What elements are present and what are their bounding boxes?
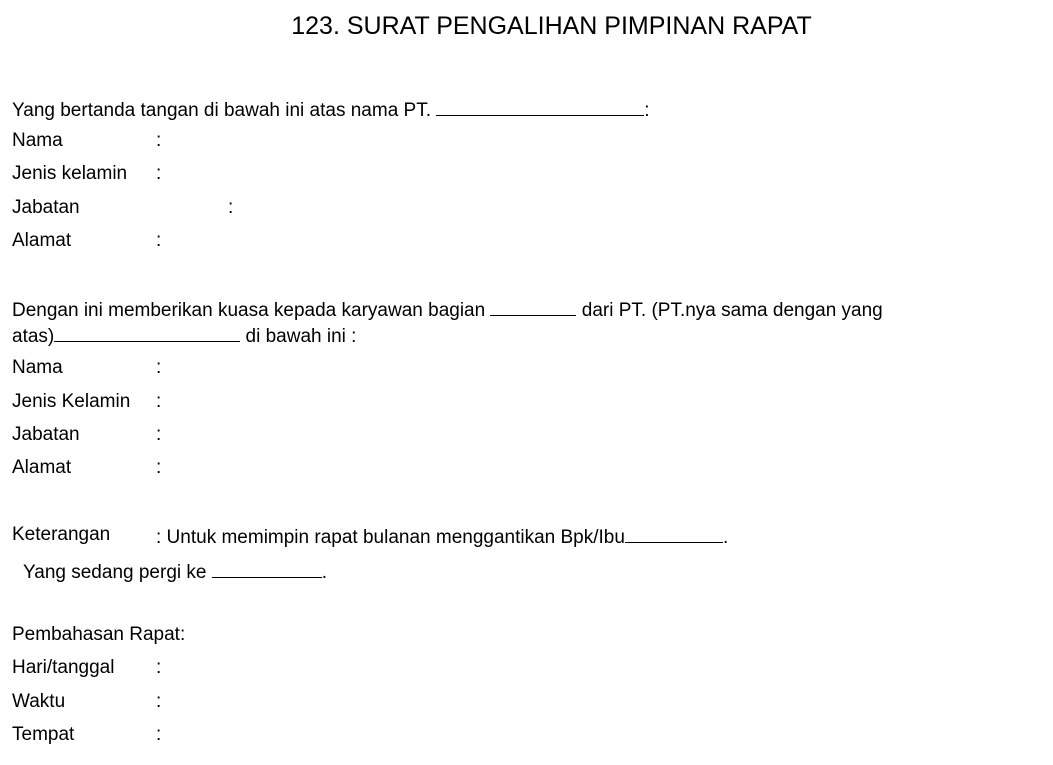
field-colon: : [156,457,162,478]
keterangan-text: : Untuk memimpin rapat bulanan menggantikan Bpk/Ibu [156,527,625,548]
field-label-tempat: Tempat [12,724,75,745]
field-label-waktu: Waktu [12,691,66,712]
keterangan-line-2 [23,559,327,584]
intro-line [12,97,650,122]
field-colon: : [156,391,162,412]
destination-blank[interactable] [212,559,322,578]
field-colon: : [156,724,162,745]
department-blank[interactable] [490,297,576,316]
keterangan-label: Keterangan [12,524,111,545]
keterangan-period: . [722,527,729,548]
field-colon: : [156,163,162,184]
intro-text: Yang bertanda tangan di bawah ini atas nama PT. [12,100,431,121]
field-colon: : [156,230,162,251]
authorization-line-1 [12,297,883,322]
field-colon: : [156,130,162,151]
document-title: 123. SURAT PENGALIHAN PIMPINAN RAPAT [291,12,812,40]
field-label-jabatan: Jabatan [12,197,80,218]
company-name-blank[interactable] [436,97,644,116]
field-label-jenis-kelamin: Jenis kelamin [12,163,128,184]
pembahasan-heading: Pembahasan Rapat: [12,624,186,645]
field-label-hari-tanggal: Hari/tanggal [12,657,115,678]
field-label-nama: Nama [12,130,63,151]
keterangan-period-2: . [321,562,328,583]
field-colon: : [156,424,162,445]
keterangan-text-2: Yang sedang pergi ke [23,562,207,583]
intro-colon: : [644,100,650,121]
field-label-nama: Nama [12,357,63,378]
authorization-text: dari PT. (PT.nya sama dengan yang [581,300,883,321]
field-colon: : [228,197,234,218]
field-colon: : [156,657,162,678]
authorization-text: di bawah ini : [245,326,357,347]
authorization-line-2 [12,323,356,348]
authorization-text: atas) [12,326,55,347]
authorization-text: Dengan ini memberikan kuasa kepada karyawan bagian [12,300,486,321]
keterangan-line [156,524,728,549]
field-colon: : [156,357,162,378]
field-label-alamat: Alamat [12,230,72,251]
field-label-jabatan: Jabatan [12,424,80,445]
field-label-alamat: Alamat [12,457,72,478]
replaced-person-blank[interactable] [625,524,723,543]
company-name-blank-2[interactable] [54,323,240,342]
field-label-jenis-kelamin: Jenis Kelamin [12,391,131,412]
field-colon: : [156,691,162,712]
